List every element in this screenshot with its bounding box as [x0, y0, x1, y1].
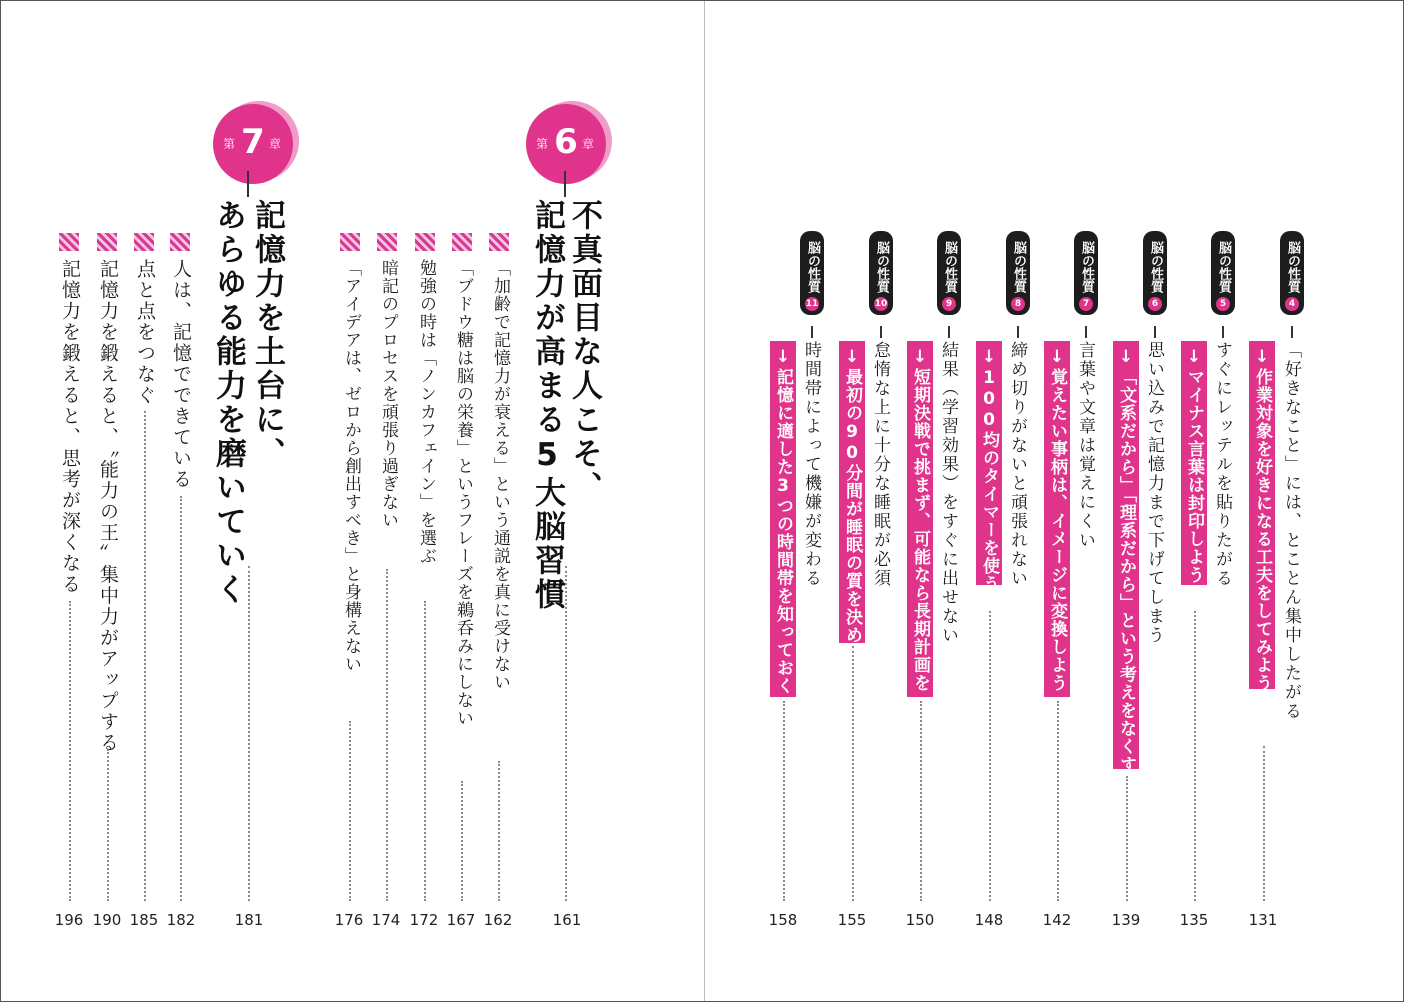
page-number: 162	[483, 911, 513, 929]
chapter-7-title-line1: 記憶力を土台に、	[249, 199, 285, 471]
chapter-prefix: 第	[223, 137, 236, 151]
toc-item[interactable]: 記憶力を鍛えると、思考が深くなる	[59, 259, 81, 595]
badge-label: 脳の性質	[1216, 241, 1231, 293]
dash	[880, 326, 882, 338]
toc-item[interactable]: 人は、記憶でできている	[170, 259, 192, 490]
brain-property-badge	[1143, 231, 1167, 315]
leader-dots	[424, 601, 426, 901]
brain-property-badge	[1280, 231, 1304, 315]
toc-item[interactable]: 勉強の時は「ノンカフェイン」を選ぶ	[416, 259, 436, 565]
page-number: 148	[974, 911, 1004, 929]
badge-number: 5	[1216, 297, 1230, 311]
page-number: 190	[92, 911, 122, 929]
dash	[1291, 326, 1293, 338]
tip-highlight: ↓作業対象を好きになる工夫をしてみよう	[1249, 341, 1275, 689]
bullet-marker	[415, 233, 435, 251]
brain-property-badge	[1074, 231, 1098, 315]
toc-item[interactable]: 時間帯によって機嫌が変わる	[801, 341, 821, 588]
brain-property-badge	[1211, 231, 1235, 315]
page-number: 172	[409, 911, 439, 929]
leader-dots	[144, 411, 146, 901]
badge-number: 7	[1079, 297, 1093, 311]
tip-highlight: ↓100均のタイマーを使う	[976, 341, 1002, 585]
dash	[811, 326, 813, 338]
chapter-number: 6	[554, 122, 578, 162]
badge-number: 4	[1285, 297, 1299, 311]
bullet-marker	[134, 233, 154, 251]
tip-highlight: ↓覚えたい事柄は、イメージに変換しよう	[1044, 341, 1070, 697]
page-number: 131	[1248, 911, 1278, 929]
toc-item[interactable]: 言葉や文章は覚えにくい	[1075, 341, 1095, 550]
page-number: 181	[234, 911, 264, 929]
leader-dots	[1194, 611, 1196, 901]
leader-dots	[498, 761, 500, 901]
page-number: 185	[129, 911, 159, 929]
leader-dots	[1263, 746, 1265, 901]
page-number: 135	[1179, 911, 1209, 929]
badge-label: 脳の性質	[1079, 241, 1094, 293]
page-number: 139	[1111, 911, 1141, 929]
chapter-6-title-line1: 不真面目な人こそ、	[566, 199, 602, 505]
leader-dots	[349, 721, 351, 901]
page-number: 196	[54, 911, 84, 929]
dash	[948, 326, 950, 338]
page-number: 182	[166, 911, 196, 929]
toc-item[interactable]: 点と点をつなぐ	[134, 259, 156, 406]
bullet-marker	[452, 233, 472, 251]
toc-item[interactable]: 思い込みで記憶力まで下げてしまう	[1144, 341, 1164, 645]
page-number: 155	[837, 911, 867, 929]
badge-number: 6	[1148, 297, 1162, 311]
badge-label: 脳の性質	[805, 241, 820, 293]
page-number: 158	[768, 911, 798, 929]
leader-dots	[386, 569, 388, 901]
toc-item[interactable]: 暗記のプロセスを頑張り過ぎない	[378, 259, 398, 529]
bullet-marker	[170, 233, 190, 251]
tip-highlight: ↓最初の90分間が睡眠の質を決める	[839, 341, 865, 643]
leader-dots	[180, 496, 182, 901]
chapter-7-tick	[247, 171, 249, 197]
leader-dots	[107, 749, 109, 901]
leader-dots	[461, 781, 463, 901]
chapter-7-title-line2: あらゆる能力を磨いていく	[210, 199, 246, 607]
badge-label: 脳の性質	[874, 241, 889, 293]
page-gutter	[704, 1, 705, 1001]
leader-dots	[852, 646, 854, 901]
dash	[1154, 326, 1156, 338]
badge-label: 脳の性質	[1148, 241, 1163, 293]
bullet-marker	[97, 233, 117, 251]
leader-dots	[989, 611, 991, 901]
chapter-7-marker	[213, 104, 293, 184]
leader-dots	[783, 701, 785, 901]
tip-highlight: ↓マイナス言葉は封印しよう	[1181, 341, 1207, 585]
badge-number: 8	[1011, 297, 1025, 311]
toc-item[interactable]: 「好きなこと」には、とことん集中したがる	[1281, 341, 1301, 721]
chapter-prefix: 第	[536, 137, 549, 151]
toc-item[interactable]: 記憶力を鍛えると、〝能力の王〟集中力がアップする	[97, 259, 119, 754]
chapter-suffix: 章	[269, 137, 282, 151]
page-number: 161	[552, 911, 582, 929]
chapter-6-marker	[526, 104, 606, 184]
toc-item[interactable]: 締め切りがないと頑張れない	[1007, 341, 1027, 588]
leader-dots	[1057, 701, 1059, 901]
leader-dots	[565, 566, 567, 901]
toc-item[interactable]: すぐにレッテルを貼りたがる	[1212, 341, 1232, 588]
brain-property-badge	[937, 231, 961, 315]
badge-label: 脳の性質	[1011, 241, 1026, 293]
brain-property-badge	[1006, 231, 1030, 315]
page-number: 174	[371, 911, 401, 929]
bullet-marker	[59, 233, 79, 251]
toc-item[interactable]: 結果（学習効果）をすぐに出せない	[938, 341, 958, 645]
chapter-suffix: 章	[582, 137, 595, 151]
brain-property-badge	[800, 231, 824, 315]
leader-dots	[920, 701, 922, 901]
leader-dots	[69, 601, 71, 901]
chapter-6-tick	[564, 171, 566, 197]
badge-number: 11	[805, 299, 819, 309]
dash	[1085, 326, 1087, 338]
bullet-marker	[489, 233, 509, 251]
chapter-number: 7	[241, 122, 265, 162]
tip-highlight: ↓短期決戦で挑まず、可能なら長期計画を	[907, 341, 933, 697]
page-number: 167	[446, 911, 476, 929]
tip-highlight: ↓「文系だから」「理系だから」という考えをなくす	[1113, 341, 1139, 769]
dash	[1222, 326, 1224, 338]
toc-item[interactable]: 「アイデアは、ゼロから創出すべき」と身構えない	[341, 259, 361, 673]
badge-number: 9	[942, 297, 956, 311]
toc-item[interactable]: 「ブドウ糖は脳の栄養」というフレーズを鵜呑みにしない	[453, 259, 473, 727]
page-number: 150	[905, 911, 935, 929]
toc-item[interactable]: 怠惰な上に十分な睡眠が必須	[870, 341, 890, 588]
leader-dots	[1126, 776, 1128, 901]
bullet-marker	[377, 233, 397, 251]
toc-item[interactable]: 「加齢で記憶力が衰える」という通説を真に受けない	[490, 259, 510, 691]
bullet-marker	[340, 233, 360, 251]
badge-label: 脳の性質	[942, 241, 957, 293]
leader-dots	[248, 566, 250, 901]
badge-number: 10	[874, 299, 888, 309]
page-number: 176	[334, 911, 364, 929]
chapter-6-title-line2: 記憶力が高まる5大脳習慣	[529, 199, 565, 612]
brain-property-badge	[869, 231, 893, 315]
dash	[1017, 326, 1019, 338]
tip-highlight: ↓記憶に適した3つの時間帯を知っておく	[770, 341, 796, 697]
badge-label: 脳の性質	[1285, 241, 1300, 293]
page-number: 142	[1042, 911, 1072, 929]
